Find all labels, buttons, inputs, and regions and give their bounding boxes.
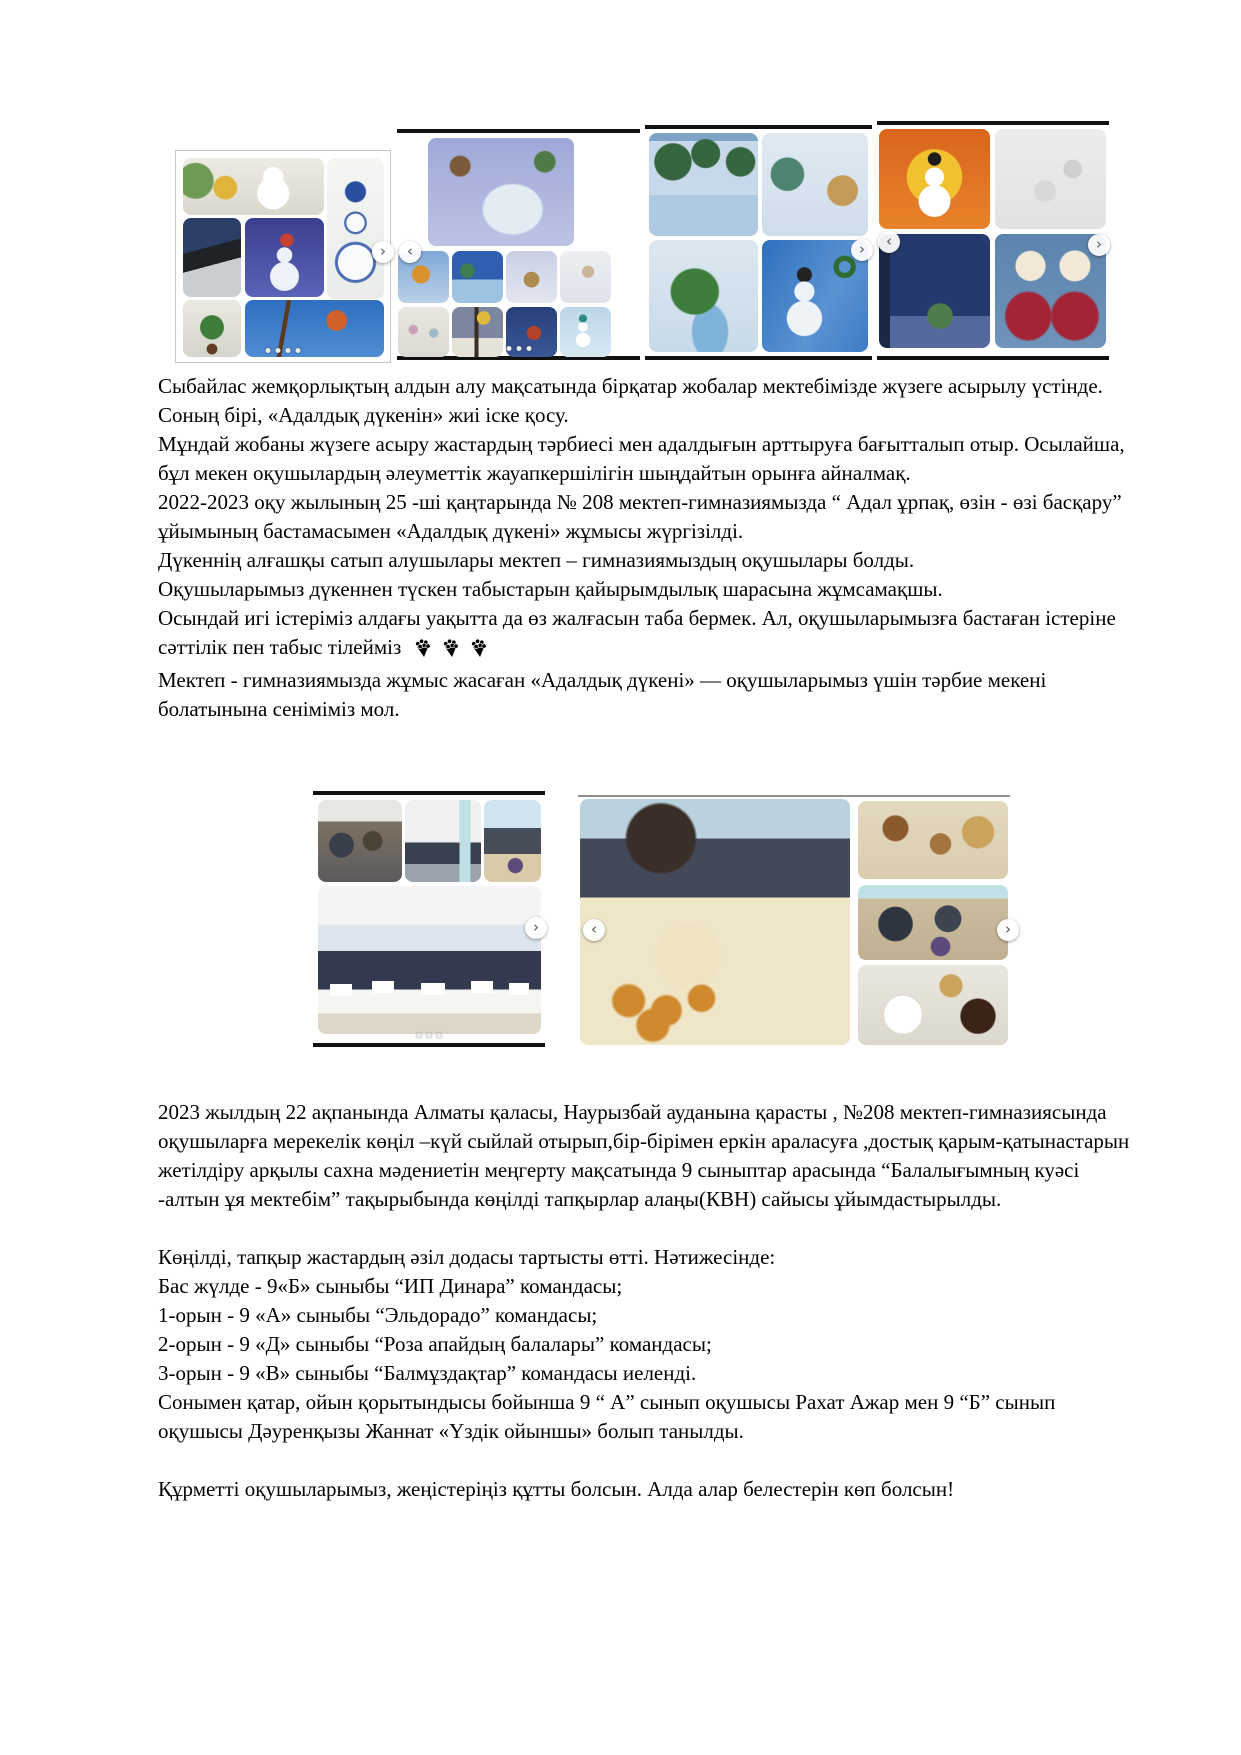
drawing-pencil-sketch	[995, 129, 1106, 229]
drawings-panel-3	[645, 125, 872, 360]
carousel-dots	[417, 1033, 442, 1038]
photo-girl-serving	[484, 800, 541, 882]
drawing-snowman-sunset	[879, 129, 990, 229]
chevron-right-icon: ›	[997, 919, 1019, 941]
text-block-honesty-shop	[158, 372, 1143, 724]
drawing-snowman-night	[245, 218, 324, 297]
drawing-forest-house	[762, 133, 868, 236]
drawings-panel-2	[397, 129, 640, 360]
chevron-right-icon: ›	[372, 241, 394, 263]
drawing-mountains	[183, 218, 241, 297]
screenshot-border-bar	[313, 1043, 545, 1047]
carousel-dots	[506, 346, 531, 351]
photos-panel-left	[313, 791, 545, 1047]
result-line: 1-орын - 9 «А» сыныбы “Эльдорадо” командасы;	[158, 1303, 598, 1327]
photo-students-crowd	[318, 800, 402, 882]
chevron-left-icon: ‹	[583, 919, 605, 941]
paragraph: Дүкеннің алғашқы сатып алушылары мектеп – гимназиямыздың оқушылары болды.	[158, 548, 915, 572]
paragraph: Мұндай жобаны жүзеге асыру жастардың тәрбиесі мен адалдығын арттыруға бағытталып отыр. Осылайша, бұл мекен оқушылардың әлеуметтік жауапкершілігін шыңдайтын орынға айналмақ.	[158, 432, 1125, 485]
drawing-thumb-snowman	[560, 307, 611, 357]
photo-class-lineup	[405, 800, 481, 882]
drawing-village-skating-rink	[428, 138, 574, 246]
paragraph: Сонымен қатар, ойын қорытындысы бойынша 9 “ А” сынып оқушысы Рахат Ажар мен 9 “Б” сынып оқушысы Дәуренқызы Жаннат «Үздік ойыншы» болып танылды.	[158, 1390, 1056, 1443]
drawing-thumb-night-tree	[452, 307, 503, 357]
paragraph: 2023 жылдың 22 ақпанында Алматы қаласы, Наурызбай ауданына қарасты , №208 мектеп-гимназиясында оқушыларға мерекелік көңіл –күй сыйлай отырып,бір-бірімен еркін араласуға ,достық қарым-қатынастарын жетілдіру арқылы сахна мәдениетін меңгерту мақсатында 9 сыныптар арасында “Балалығымның куәсі -алтын ұя мектебім” тақырыбында көңілді тапқырлар алаңы(КВН) сайысы ұйымдастырылды.	[158, 1100, 1130, 1211]
blank-line	[158, 1214, 1143, 1243]
photos-panel-right	[578, 795, 1010, 1045]
chevron-right-icon: ›	[525, 917, 547, 939]
bouquet-icons	[405, 637, 489, 666]
drawings-panel-4	[877, 121, 1109, 360]
screenshot-border-bar	[645, 125, 872, 129]
paragraph: Сыбайлас жемқорлықтың алдын алу мақсатында бірқатар жобалар мектебімізде жүзеге асырылу үстінде. Соның бірі, «Адалдық дүкенін» жиі іске қосу.	[158, 374, 1103, 427]
drawing-night-winter	[879, 234, 990, 348]
paragraph: 2022-2023 оқу жылының 25 -ші қаңтарында № 208 мектеп-гимназиямызда “ Адал ұрпақ, өзін - өзі басқару” ұйымының бастамасымен «Адалдық дүкені» жұмысы жүргізілді.	[158, 490, 1122, 543]
screenshot-border-bar	[645, 356, 872, 360]
drawing-thumb-pale-house	[560, 251, 611, 303]
chevron-right-icon: ›	[1088, 234, 1110, 256]
paragraph-text: Осындай игі істеріміз алдағы уақытта да өз жалғасын таба бермек. Ал, оқушыларымызға бастаған істеріне сәттілік пен табыс тілейміз	[158, 606, 1116, 659]
result-line: 3-орын - 9 «В» сыныбы “Балмұздақтар” командасы иеленді.	[158, 1361, 697, 1385]
bouquet-icon	[468, 637, 489, 658]
screenshot-border-bar	[877, 121, 1109, 125]
drawing-snowman-wreath	[762, 240, 868, 352]
drawings-panel-1	[175, 150, 391, 363]
screenshot-border-bar	[397, 129, 640, 133]
chevron-left-icon: ‹	[878, 231, 900, 253]
photo-dessert-plates	[858, 965, 1008, 1045]
drawing-thumb-winter-lake	[452, 251, 503, 303]
chevron-left-icon: ‹	[399, 241, 421, 263]
drawing-thumb-children	[398, 307, 449, 357]
bouquet-icon	[440, 637, 461, 658]
drawing-tree-and-rink	[649, 240, 758, 352]
result-line: 2-орын - 9 «Д» сыныбы “Роза апайдың балалары” командасы;	[158, 1332, 712, 1356]
drawing-christmas-tree	[183, 300, 241, 357]
paragraph: Оқушыларымыз дүкеннен түскен табыстарын қайырымдылық шарасына жұмсамақшы.	[158, 577, 943, 601]
photo-dessert-table-girls	[580, 799, 850, 1045]
photo-students-at-table	[858, 885, 1008, 960]
paragraph: Мектеп - гимназиямызда жұмыс жасаған «Адалдық дүкені» — оқушыларымыз үшін тәрбие мекені болатынына сеніміміз мол.	[158, 668, 1047, 721]
drawing-kids-and-snowman	[183, 158, 324, 215]
photo-pastries-table	[858, 801, 1008, 879]
screenshot-border-bar	[877, 356, 1109, 360]
drawing-thumb-tan-house	[506, 251, 557, 303]
drawing-forest-skaters	[649, 133, 758, 236]
text-block-kvn-contest	[158, 1098, 1143, 1504]
paragraph: Көңілді, тапқыр жастардың әзіл додасы тартысты өтті. Нәтижесінде:	[158, 1245, 776, 1269]
screenshot-border-bar	[578, 795, 1010, 797]
result-line: Бас жүлде - 9«Б» сыныбы “ИП Динара” командасы;	[158, 1274, 623, 1298]
photo-group-with-table	[318, 886, 541, 1034]
screenshot-border-bar	[313, 791, 545, 795]
drawing-crayon-snowman	[327, 158, 384, 299]
bouquet-icon	[412, 637, 433, 658]
paragraph-with-bouquets	[158, 604, 1143, 666]
paragraph: Құрметті оқушыларымыз, жеңістеріңіз құтты болсын. Алда алар белестерін көп болсын!	[158, 1477, 955, 1501]
carousel-dots	[266, 348, 301, 353]
blank-line	[158, 1446, 1143, 1475]
chevron-right-icon: ›	[851, 239, 873, 261]
